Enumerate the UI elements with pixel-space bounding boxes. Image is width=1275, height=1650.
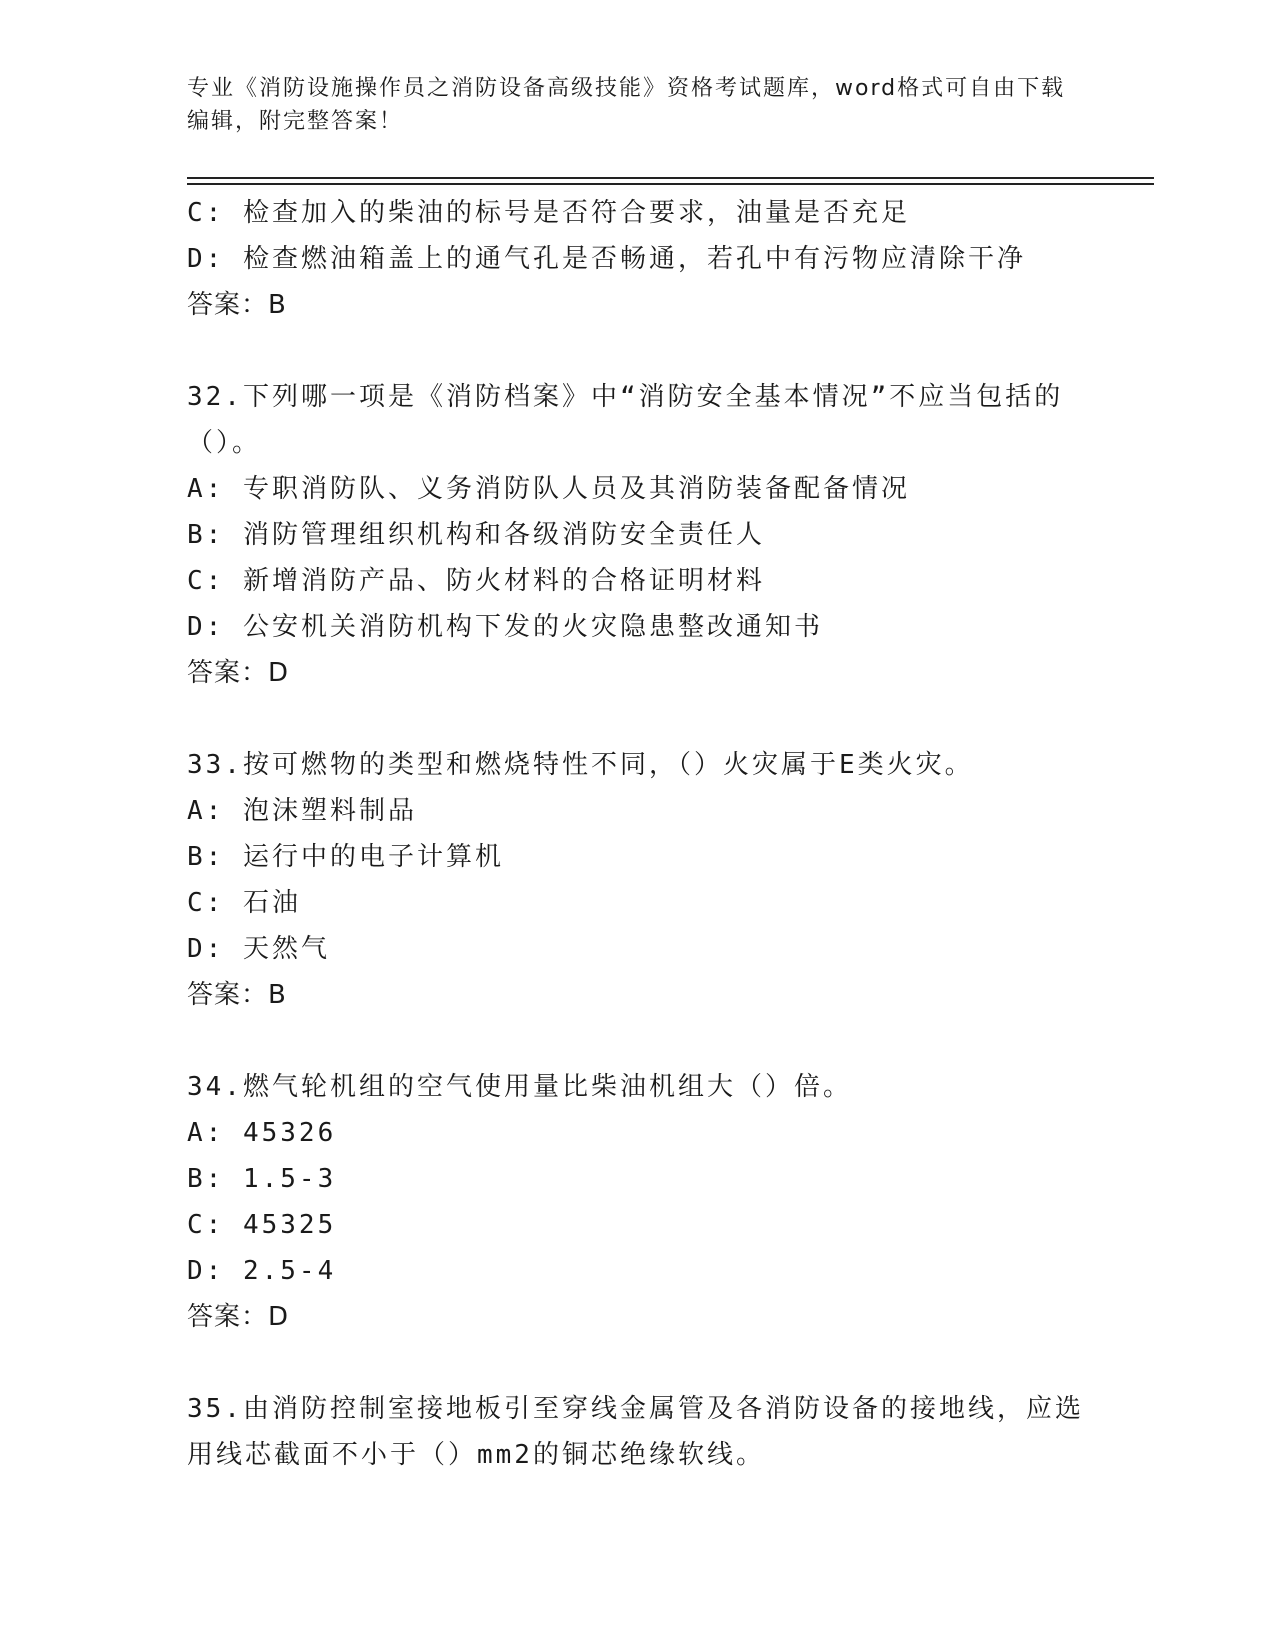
answer-line: 答案：D [187, 658, 290, 688]
option-d: D: 检查燃油箱盖上的通气孔是否畅通，若孔中有污物应清除干净 [187, 244, 1026, 274]
option-a: A: 泡沫塑料制品 [187, 796, 417, 826]
option-b: B: 运行中的电子计算机 [187, 842, 504, 872]
answer-line: 答案：B [187, 290, 287, 320]
option-c: C: 45325 [187, 1210, 337, 1240]
question-34-text: 34.燃气轮机组的空气使用量比柴油机组大（）倍。 [187, 1072, 852, 1102]
option-d: D: 公安机关消防机构下发的火灾隐患整改通知书 [187, 612, 823, 642]
option-a: A: 45326 [187, 1118, 337, 1148]
option-b: B: 消防管理组织机构和各级消防安全责任人 [187, 520, 765, 550]
question-32-text: 32.下列哪一项是《消防档案》中“消防安全基本情况”不应当包括的（）。 [187, 382, 1064, 458]
answer-line: 答案：B [187, 980, 287, 1010]
question-list [187, 190, 1087, 1478]
option-c: C: 石油 [187, 888, 301, 918]
option-d: D: 天然气 [187, 934, 330, 964]
option-c: C: 检查加入的柴油的标号是否符合要求，油量是否充足 [187, 198, 910, 228]
option-a: A: 专职消防队、义务消防队人员及其消防装备配备情况 [187, 474, 910, 504]
question-35-text: 35.由消防控制室接地板引至穿线金属管及各消防设备的接地线，应选用线芯截面不小于（）mm2的铜芯绝缘软线。 [187, 1394, 1084, 1470]
header-rule-bottom [187, 183, 1154, 185]
option-d: D: 2.5-4 [187, 1256, 337, 1286]
header-rule-top [187, 177, 1154, 179]
option-b: B: 1.5-3 [187, 1164, 337, 1194]
option-c: C: 新增消防产品、防火材料的合格证明材料 [187, 566, 765, 596]
answer-line: 答案：D [187, 1302, 290, 1332]
document-header: 专业《消防设施操作员之消防设备高级技能》资格考试题库，word格式可自由下载编辑，附完整答案！ [187, 76, 1066, 134]
question-33-text: 33.按可燃物的类型和燃烧特性不同，（）火灾属于E类火灾。 [187, 750, 974, 780]
